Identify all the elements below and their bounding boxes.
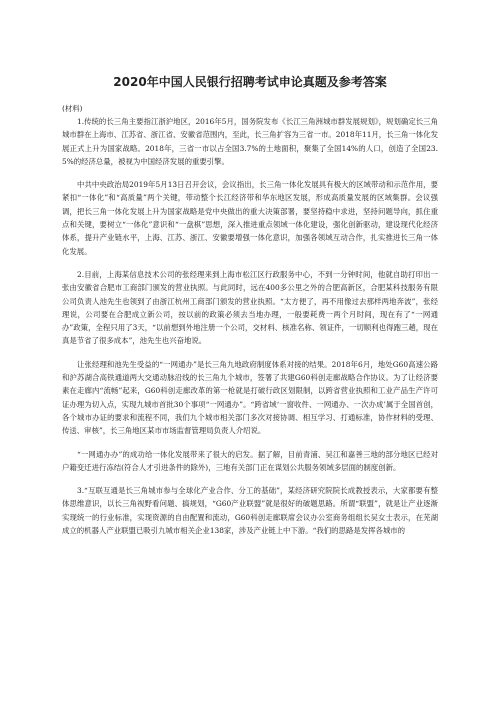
page-title: 2020年中国人民银行招聘考试申论真题及参考答案: [113, 75, 387, 89]
paragraph: 2.目前，上海某信息技术公司的张经理来到上海市松江区行政服务中心，不到一分钟时间，他就自助打印出一张由安徽省合肥市工商部门颁发的营业执照。与此同时，远在400多公里之外的合肥高新区，合肥某科技服务有限公司负责人池先生也领到了由浙江杭州工商部门颁发的营业执照。“太方便了，再不用像过去那样两地奔波”，张经理说，公司要在合肥成立新公司，按以前的政策必须去当地办理，一般要耗费一两个月时间，现在有了“一网通办”政策，全程只用了3天，“以前想到外地注册一个公司，交材料、核准名称、领证件，一切顺利也得跑三趟，现在真是节省了很多成本”，池先生也兴奋地说。: [62, 269, 438, 346]
paragraph: 中共中央政治局2019年5月13日召开会议，会议指出，长三角一体化发展具有极大的区域带动和示范作用，要紧扣“一体化”和“高质量”两个关键，带动整个长江经济带和华东地区发展，形成高质量发展的区域集群。会议强调，把长三角一体化发展上升为国家战略是党中央做出的重大决策部署，要坚持稳中求进，坚持问题导向，抓住重点和关键，要树立“一体化”意识和“一盘棋”思想，深入推进重点领域一体化建设，强化创新驱动，建设现代化经济体系，提升产业链水平，上海、江苏、浙江、安徽要增强一体化意识，加强各领域互动合作，扎实推进长三角一体化发展。: [62, 180, 438, 256]
paragraph: “一网通办办”的成功给一体化发展带来了很大的启发。据了解，目前青浦、吴江和嘉善三地的部分地区已经对户籍变迁进行冻结(符合人才引进条件的除外)，三地有关部门正在谋划公共服务领域多层面的制度创新。: [62, 449, 438, 472]
paragraph: 1.传统的长三角主要指江浙沪地区，2016年5月，国务院发布《长江三角洲城市群发展规划》，规划确定长三角城市群在上海市、江苏省、浙江省、安徽省范围内，至此，长三角扩容为三省一市。2018年11月，长三角一体化发展正式上升为国家战略。2018年，三省一市以占全国3.7%的土地面积，聚集了全国14%的人口，创造了全国23.5%的经济总量，被视为中国经济发展的重要引擎。: [62, 117, 438, 166]
paragraph: 3.“互联互通是长三角城市参与全球化产业合作、分工的基础”，某经济研究院院长成教授表示，大家都要有整体思维意识，以长三角视野看问题、搞规划，“G60产业联盟”就是很好的破题思路。所谓“联盟”，就是让产业逐渐实现统一的行业标准，实现资源的自由配置和流动，G60科创走廊联席会议办公室商务组组长吴女士表示，在芜湖成立的机器人产业联盟已吸引九城市相关企业138家，涉及产业链上中下游。“我们的思路是发挥各城市的: [62, 486, 438, 536]
paragraph: 让张经理和池先生受益的“一网通办”是长三角九地政府制度体系对接的结果。2018年6月，地处G60高速公路和沪苏湖合高铁通道两大交通动脉沿线的长三角九个城市，签署了共建G60科创走廊战略合作协议。为了让经济要素在走廊内“流畅”起来，G60科创走廊改革的第一枪就是打破行政区划限制，以跨省营业执照和工业产品生产许可证办理为切入点，实现九城市首批30个事项“一网通办”。“跨省域‘一窗收件、一网通办、一次办成’属于全国首创，各个城市办证的要求和流程不同，我们九个城市相关部门多次对接协调、相互学习、打通标准，协作材料的受理、传送、审核”，长三角地区某市市场监督管理局负责人介绍说。: [62, 359, 438, 436]
section-label: (材料): [62, 104, 83, 113]
